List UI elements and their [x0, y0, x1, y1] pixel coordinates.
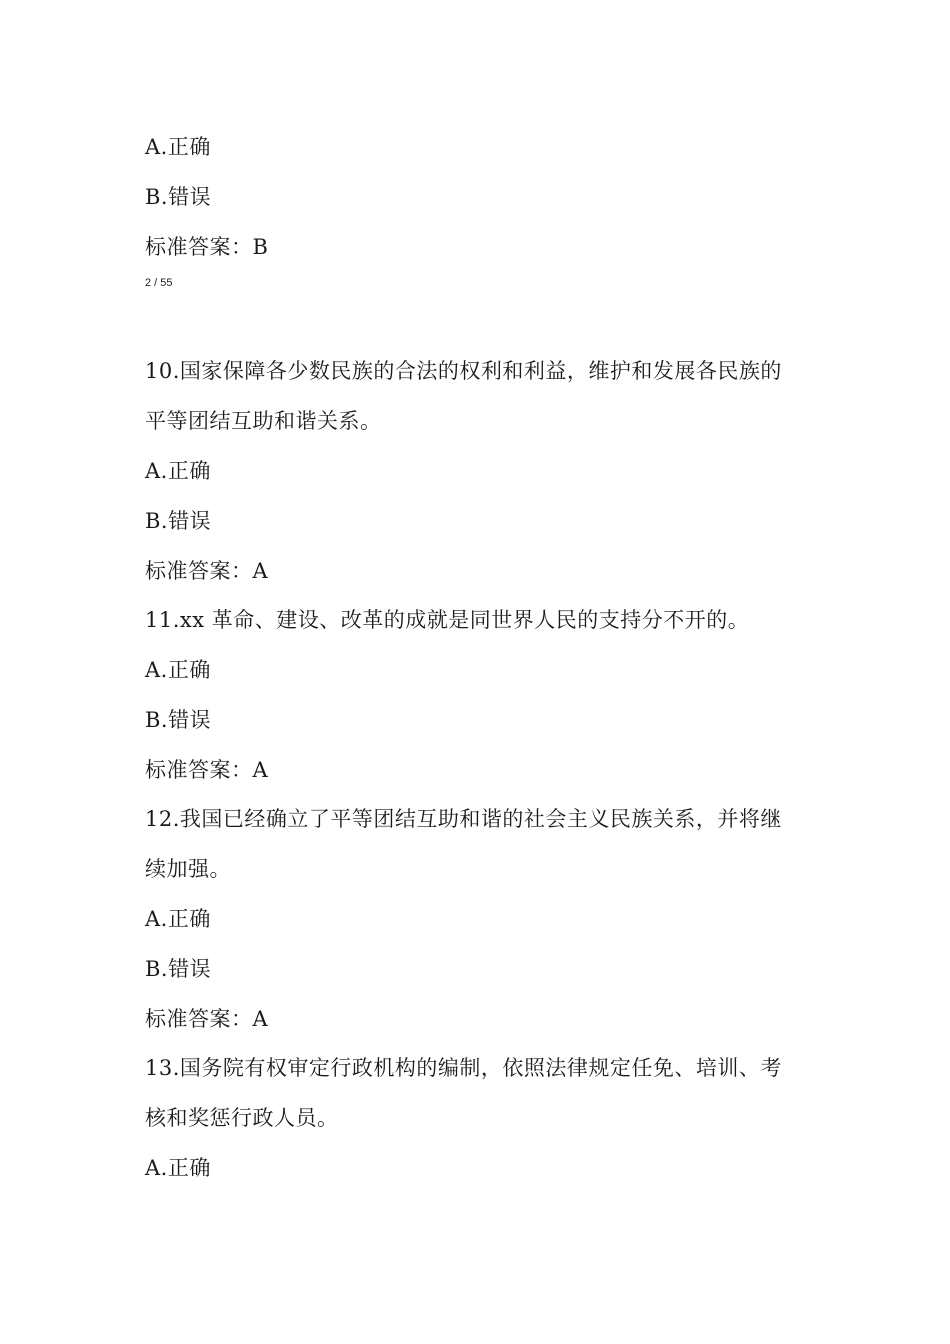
question-10-line-1: 10.国家保障各少数民族的合法的权利和利益，维护和发展各民族的: [145, 359, 782, 383]
question-13-line-1: 13.国务院有权审定行政机构的编制，依照法律规定任免、培训、考: [145, 1056, 782, 1080]
question-11-option-a: A.正确: [145, 658, 211, 682]
question-10-answer: 标准答案：A: [145, 559, 269, 583]
question-12-option-b: B.错误: [145, 957, 212, 981]
standard-answer: 标准答案：B: [145, 235, 269, 259]
question-13-option-a: A.正确: [145, 1156, 211, 1180]
question-10-option-b: B.错误: [145, 509, 212, 533]
question-10-option-a: A.正确: [145, 459, 211, 483]
option-a: A.正确: [145, 135, 211, 159]
question-12-line-2: 续加强。: [145, 857, 231, 881]
question-12-answer: 标准答案：A: [145, 1007, 269, 1031]
question-12-line-1: 12.我国已经确立了平等团结互助和谐的社会主义民族关系，并将继: [145, 807, 782, 831]
question-11-answer: 标准答案：A: [145, 758, 269, 782]
question-11-line-1: 11.xx 革命、建设、改革的成就是同世界人民的支持分不开的。: [145, 608, 750, 632]
question-13-line-2: 核和奖惩行政人员。: [145, 1106, 339, 1130]
question-11-option-b: B.错误: [145, 708, 212, 732]
question-10-line-2: 平等团结互助和谐关系。: [145, 409, 382, 433]
page-number: 2 / 55: [145, 277, 173, 289]
question-12-option-a: A.正确: [145, 907, 211, 931]
option-b: B.错误: [145, 185, 212, 209]
